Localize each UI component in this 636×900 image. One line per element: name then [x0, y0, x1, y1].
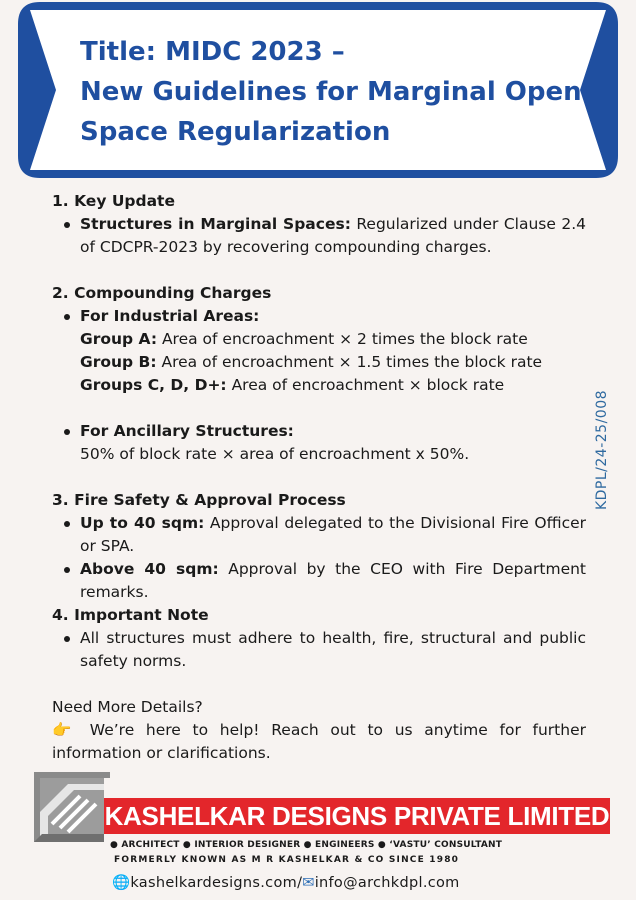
title-line-3: Space Regularization [80, 117, 391, 147]
title-line-1: Title: MIDC 2023 – [80, 37, 345, 67]
company-name: KASHELKAR DESIGNS PRIVATE LIMITED [104, 801, 610, 831]
help-text-block [52, 719, 586, 765]
ancillary-bullet [52, 420, 586, 443]
group-b-line [52, 351, 586, 374]
bullet-text: Approval by the CEO with Fire Department remarks. [80, 560, 587, 601]
title-banner [0, 0, 636, 180]
services-line: ● ARCHITECT ● INTERIOR DESIGNER ● ENGINEERS ● ‘VASTU’ CONSULTANT [110, 840, 503, 850]
fire-bullet-2 [52, 558, 586, 604]
section-heading-key-update: 1. Key Update [52, 192, 175, 210]
company-logo [34, 772, 110, 842]
ancillary-text: 50% of block rate × area of encroachment x 50%. [80, 445, 470, 463]
reference-code-text: KDPL/24-25/008 [594, 389, 610, 511]
bullet-label: Structures in Marginal Spaces: [80, 215, 351, 233]
page-title [80, 32, 582, 152]
group-text: Area of encroachment × 2 times the block rate [157, 330, 528, 348]
group-cd-line [52, 374, 586, 397]
group-text: Area of encroachment × 1.5 times the block rate [156, 353, 543, 371]
section-heading-fire-safety: 3. Fire Safety & Approval Process [52, 491, 346, 509]
bullet-label: Above 40 sqm: [80, 560, 219, 578]
group-label: Group B: [80, 353, 157, 371]
section-heading-compounding: 2. Compounding Charges [52, 284, 272, 302]
bullet-text: Regularized under Clause 2.4 of CDCPR-2023 by recovering compounding charges. [80, 215, 586, 256]
contact-separator: / [297, 875, 303, 891]
company-name-bar [104, 798, 610, 834]
group-a-line [52, 328, 586, 351]
group-label: Groups C, D, D+: [80, 376, 227, 394]
bullet-label: Up to 40 sqm: [80, 514, 205, 532]
help-question: Need More Details? [52, 698, 203, 716]
industrial-label: For Industrial Areas: [80, 307, 260, 325]
mail-icon: ✉ [302, 875, 315, 891]
key-update-bullet [52, 213, 586, 259]
industrial-areas-bullet [52, 305, 586, 328]
fire-bullet-1 [52, 512, 586, 558]
content-body [52, 190, 586, 765]
pointing-hand-icon: 👉 [52, 721, 79, 739]
reference-code [590, 385, 614, 515]
globe-icon: 🌐 [112, 875, 131, 891]
contact-line [112, 874, 460, 891]
bullet-text: Approval delegated to the Divisional Fire Officer or SPA. [80, 514, 587, 555]
group-text: Area of encroachment × block rate [226, 376, 505, 394]
formerly-line: FORMERLY KNOWN AS M R KASHELKAR & CO SINCE 1980 [114, 855, 460, 865]
ancillary-label: For Ancillary Structures: [80, 422, 294, 440]
email-link[interactable]: info@archkdpl.com [314, 875, 460, 891]
note-bullet: All structures must adhere to health, fire, structural and public safety norms. [52, 627, 586, 673]
title-line-2: New Guidelines for Marginal Open [80, 77, 582, 107]
website-link[interactable]: kashelkardesigns.com [130, 875, 298, 891]
group-label: Group A: [80, 330, 158, 348]
help-text: We’re here to help! Reach out to us anytime for further information or clarifications. [52, 721, 586, 762]
section-heading-note: 4. Important Note [52, 606, 209, 624]
